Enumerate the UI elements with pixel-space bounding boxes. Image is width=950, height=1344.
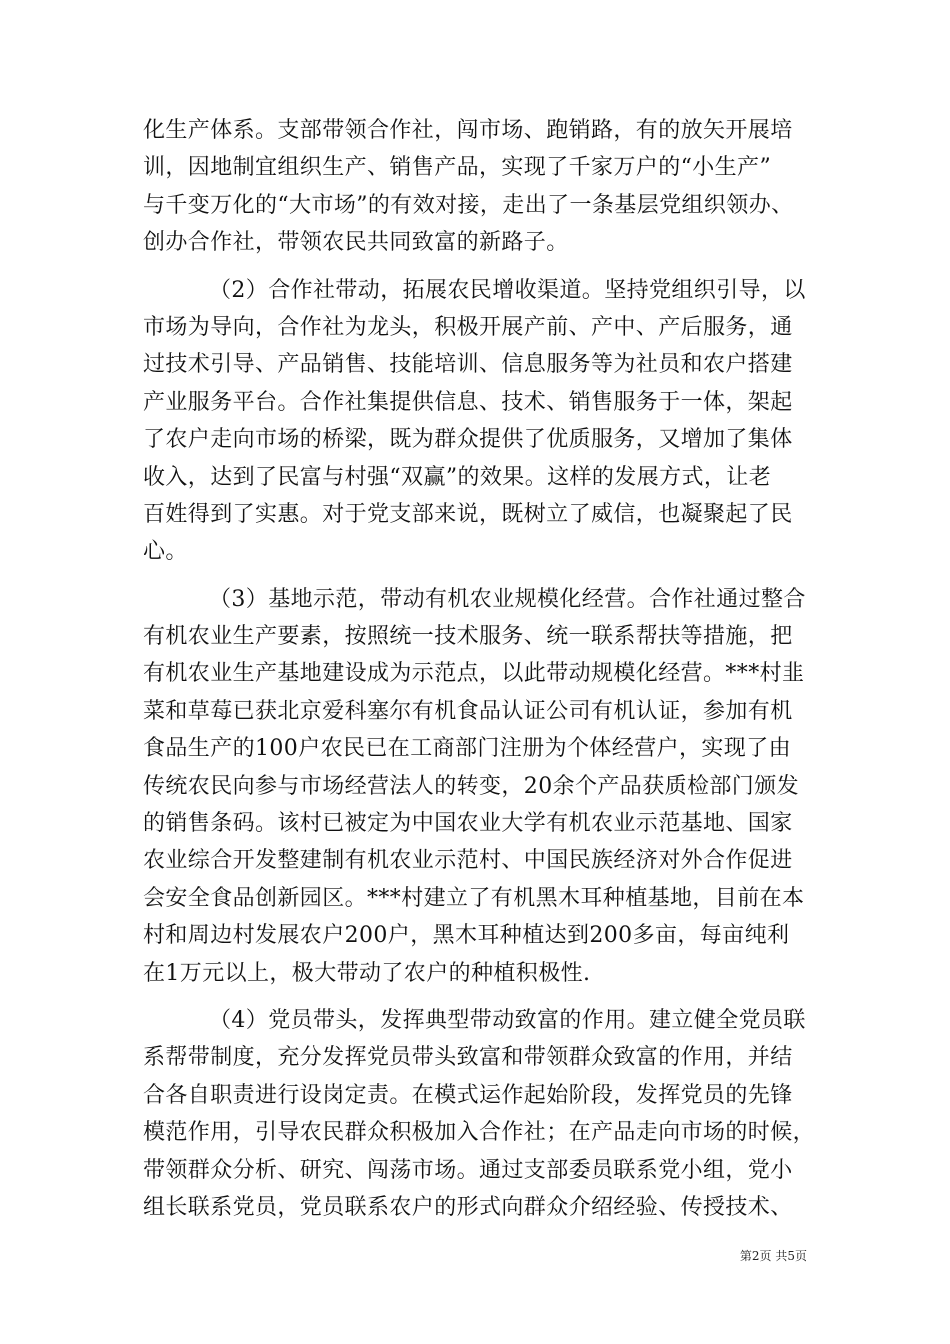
text-line: 组长联系党员，党员联系农户的形式向群众介绍经验、传授技术、 xyxy=(143,1194,793,1220)
text-line: 带领群众分析、研究、闯荡市场。通过支部委员联系党小组，党小 xyxy=(143,1157,793,1183)
text-line: （3）基地示范，带动有机农业规模化经营。合作社通过整合 xyxy=(209,586,806,612)
text-line: 与千变万化的“大市场”的有效对接，走出了一条基层党组织领办、 xyxy=(143,192,794,218)
text-line: 训，因地制宜组织生产、销售产品，实现了千家万户的“小生产” xyxy=(143,155,772,181)
text-line: 收入，达到了民富与村强“双赢”的效果。这样的发展方式，让老 xyxy=(143,464,772,490)
text-line: 菜和草莓已获北京爱科塞尔有机食品认证公司有机认证，参加有机 xyxy=(143,698,793,724)
paragraph-2 xyxy=(143,272,807,571)
paragraph-4 xyxy=(143,1002,816,1226)
body-text xyxy=(143,112,816,1226)
text-line: （4）党员带头，发挥典型带动致富的作用。建立健全党员联 xyxy=(209,1007,806,1033)
text-line: 会安全食品创新园区。***村建立了有机黑木耳种植基地，目前在本 xyxy=(143,885,805,911)
text-line: 有机农业生产要素，按照统一技术服务、统一联系帮扶等措施，把 xyxy=(143,624,793,650)
text-line: 食品生产的100户农民已在工商部门注册为个体经营户，实现了由 xyxy=(143,736,791,762)
text-line: 化生产体系。支部带领合作社，闯市场、跑销路，有的放矢开展培 xyxy=(143,118,793,143)
paragraph-1 xyxy=(143,112,807,262)
text-line: 合各自职责进行设岗定责。在模式运作起始阶段，发挥党员的先锋 xyxy=(143,1082,793,1108)
text-line: 创办合作社，带领农民共同致富的新路子。 xyxy=(143,230,569,256)
page-number: 第2页 共5页 xyxy=(739,1249,807,1263)
text-line: （2）合作社带动，拓展农民增收渠道。坚持党组织引导，以 xyxy=(209,277,806,303)
text-line: 模范作用，引导农民群众积极加入合作社；在产品走向市场的时候， xyxy=(143,1120,816,1146)
page-footer xyxy=(0,1247,807,1264)
text-line: 市场为导向，合作社为龙头，积极开展产前、产中、产后服务，通 xyxy=(143,314,793,340)
text-line: 在1万元以上，极大带动了农户的种植积极性. xyxy=(143,960,591,986)
text-line: 村和周边村发展农户200户，黑木耳种植达到200多亩，每亩纯利 xyxy=(143,923,790,949)
text-line: 有机农业生产基地建设成为示范点，以此带动规模化经营。***村韭 xyxy=(143,661,805,687)
text-line: 系帮带制度，充分发挥党员带头致富和带领群众致富的作用，并结 xyxy=(143,1045,793,1071)
text-line: 产业服务平台。合作社集提供信息、技术、销售服务于一体，架起 xyxy=(143,389,793,415)
paragraph-3 xyxy=(143,581,807,992)
text-line: 心。 xyxy=(143,539,188,565)
text-line: 传统农民向参与市场经营法人的转变，20余个产品获质检部门颁发 xyxy=(143,773,799,799)
text-line: 过技术引导、产品销售、技能培训、信息服务等为社员和农户搭建 xyxy=(143,352,793,378)
text-line: 百姓得到了实惠。对于党支部来说，既树立了威信，也凝聚起了民 xyxy=(143,501,793,527)
text-line: 了农户走向市场的桥梁，既为群众提供了优质服务，又增加了集体 xyxy=(143,427,793,453)
text-line: 的销售条码。该村已被定为中国农业大学有机农业示范基地、国家 xyxy=(143,811,793,837)
text-line: 农业综合开发整建制有机农业示范村、中国民族经济对外合作促进 xyxy=(143,848,793,874)
